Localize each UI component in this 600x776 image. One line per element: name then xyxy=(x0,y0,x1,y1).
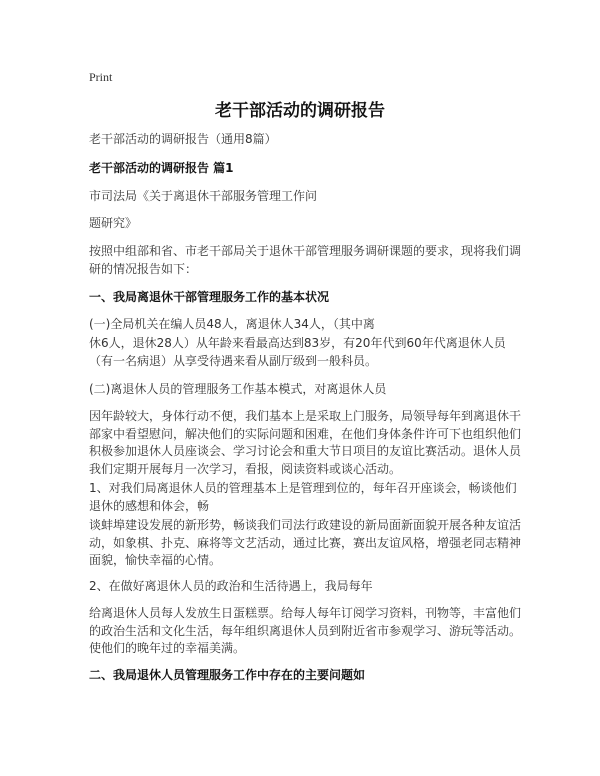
print-link[interactable]: Print xyxy=(89,70,113,84)
paragraph: 按照中组部和省、市老干部局关于退休干部管理服务调研课题的要求，现将我们调研的情况报告如下： xyxy=(89,244,522,276)
paragraph: 题研究》 xyxy=(89,216,138,230)
heading-main-problems: 二、我局退休人员管理服务工作中存在的主要问题如 xyxy=(89,668,366,682)
paragraph: (二)离退休人员的管理服务工作基本模式，对离退休人员 xyxy=(89,382,387,396)
section-heading: 老干部活动的调研报告 篇1 xyxy=(89,161,234,175)
paragraph: 给离退休人员每人发放生日蛋糕票。给每人每年订阅学习资料，刊物等，丰富他们的政治生活和文化生活，每年组织离退休人员到附近省市参观学习、游玩等活动。使他们的晚年过的幸福美满。 xyxy=(89,606,522,655)
paragraph: 谈蚌埠建设发展的新形势，畅谈我们司法行政建设的新局面新面貌开展各种友谊活动，如象棋、扑克、麻将等文艺活动，通过比赛，赛出友谊风格，增强老同志精神面貌，愉快幸福的心情。 xyxy=(89,518,522,567)
paragraph: 市司法局《关于离退休干部服务管理工作问 xyxy=(89,189,318,203)
heading-basic-status: 一、我局离退休干部管理服务工作的基本状况 xyxy=(89,290,330,304)
subtitle: 老干部活动的调研报告（通用8篇） xyxy=(89,132,277,146)
paragraph: 因年龄较大，身体行动不便，我们基本上是采取上门服务，局领导每年到离退休干部家中看望慰问，解决他们的实际问题和困难，在他们身体条件许可下也组织他们积极参加退休人员座谈会、学习讨论会和重大节日项目的友谊比赛活动。退休人员我们定期开展每月一次学习，看报，阅读资料或谈心活动。 xyxy=(89,409,522,476)
paragraph: 1、对我们局离退休人员的管理基本上是管理到位的，每年召开座谈会，畅谈他们退休的感想和体会，畅 xyxy=(89,481,517,513)
paragraph: 2、在做好离退休人员的政治和生活待遇上，我局每年 xyxy=(89,579,373,593)
page-title: 老干部活动的调研报告 xyxy=(215,101,385,121)
paragraph: (一)全局机关在编人员48人，离退休人34人，（其中离 xyxy=(89,317,375,331)
paragraph: 休6人，退休28人）从年龄来看最高达到83岁，有20年代到60年代离退休人员（有一名病退）从享受待遇来看从副厅级到一般科员。 xyxy=(89,336,506,368)
